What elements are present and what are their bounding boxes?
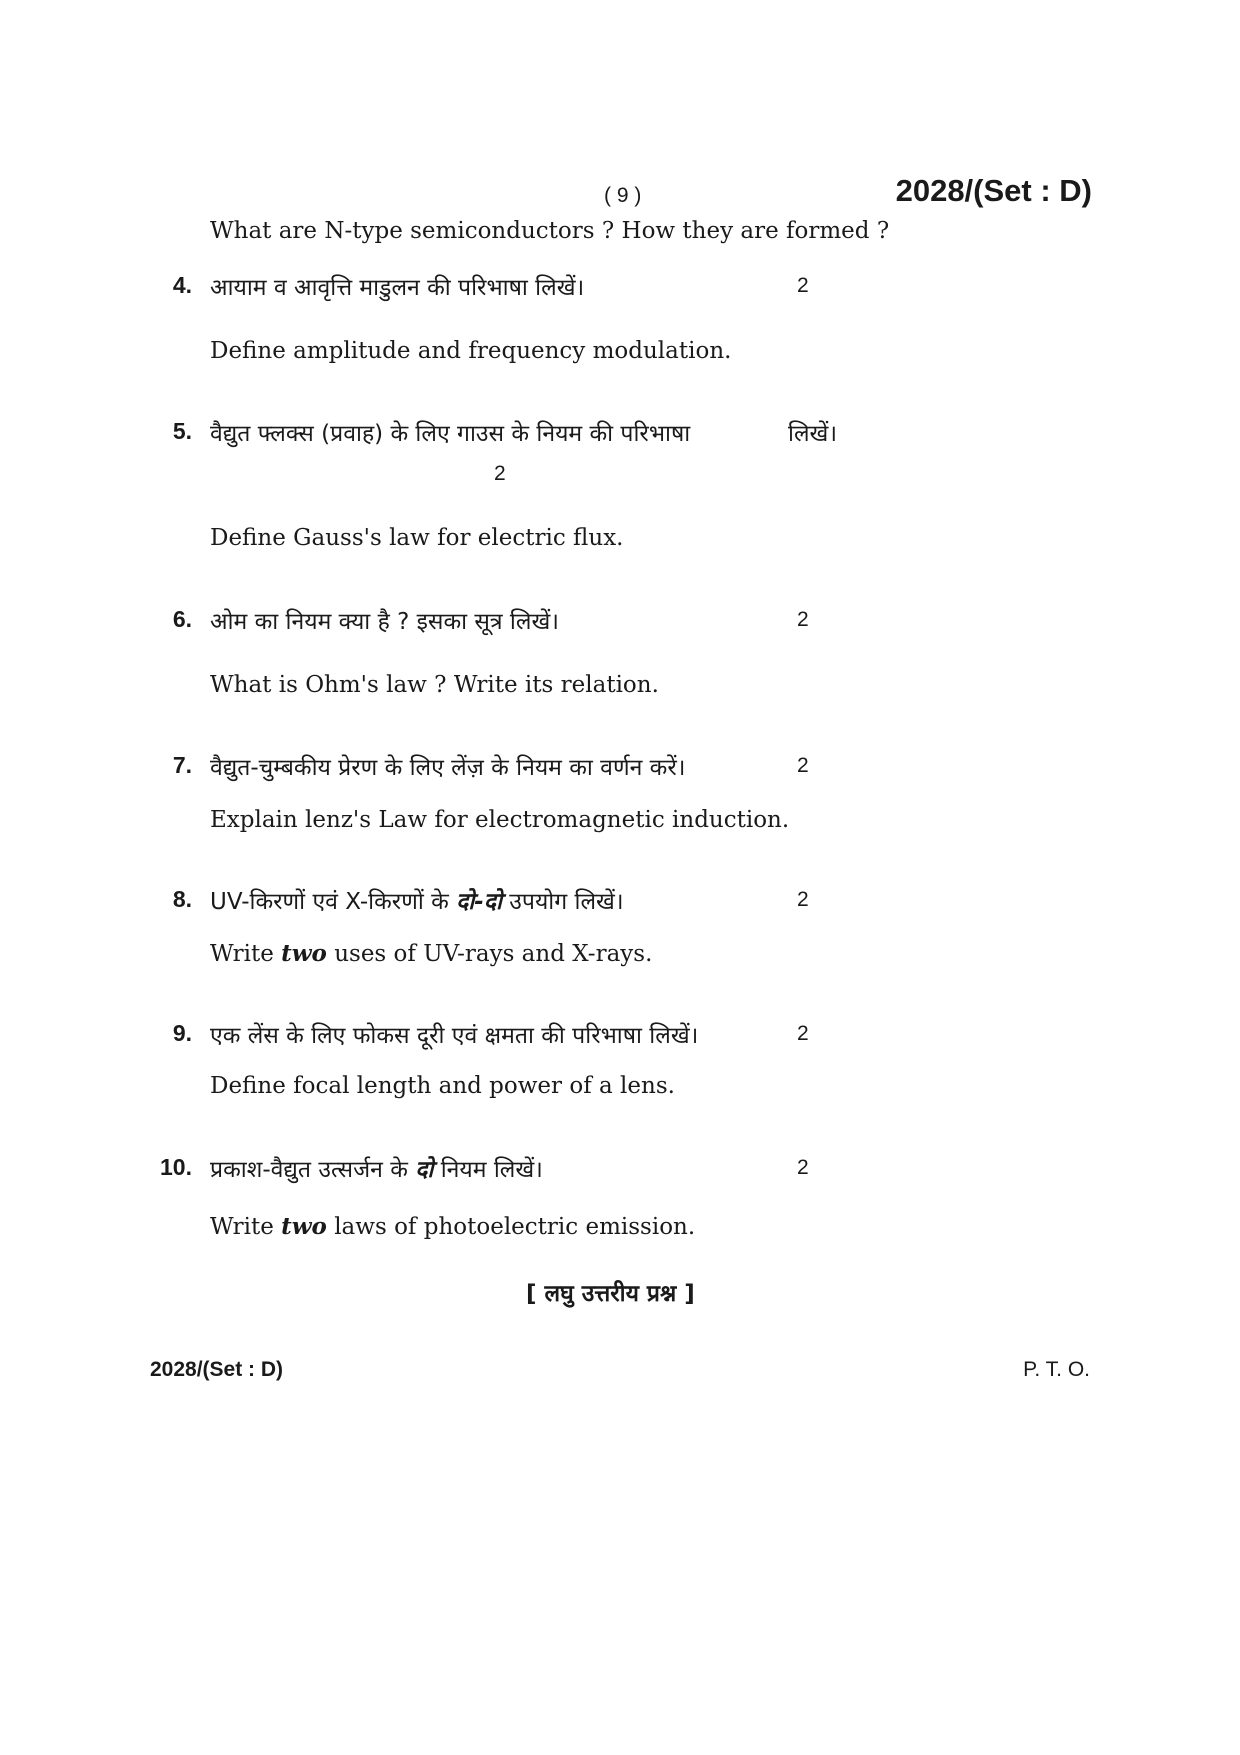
question-8-english-emph: two xyxy=(281,940,327,967)
question-7-hindi: वैद्युत-चुम्बकीय प्रेरण के लिए लेंज़ के नियम का वर्णन करें। xyxy=(210,755,686,781)
question-9-marks: 2 xyxy=(797,1022,809,1045)
q3-english-text: What are N-type semiconductors ? How they are formed ? xyxy=(210,218,890,244)
question-6-hindi: ओम का नियम क्या है ? इसका सूत्र लिखें। xyxy=(210,609,560,635)
question-number-6: 6. xyxy=(172,606,192,632)
question-10-english-pre: Write xyxy=(210,1214,274,1240)
question-9-english: Define focal length and power of a lens. xyxy=(210,1073,675,1099)
question-8-marks: 2 xyxy=(797,888,809,911)
question-8-hindi-emph: दो-दो xyxy=(456,889,502,915)
question-9-hindi: एक लेंस के लिए फोकस दूरी एवं क्षमता की परिभाषा लिखें। xyxy=(210,1023,699,1049)
question-10-hindi-pre: प्रकाश-वैद्युत उत्सर्जन के xyxy=(210,1157,408,1183)
question-7-marks: 2 xyxy=(797,754,809,777)
question-5-hindi-end: लिखें। xyxy=(788,421,838,447)
question-4-marks: 2 xyxy=(797,274,809,297)
question-10-english-emph: two xyxy=(281,1213,327,1240)
page-number: ( 9 ) xyxy=(604,184,642,207)
question-4-english: Define amplitude and frequency modulation. xyxy=(210,338,732,364)
question-5-marks: 2 xyxy=(494,462,506,485)
question-10-hindi xyxy=(210,1152,543,1184)
question-8-english-pre: Write xyxy=(210,941,274,967)
question-10-hindi-post: नियम लिखें। xyxy=(440,1157,543,1183)
question-10-hindi-emph: दो xyxy=(415,1157,434,1183)
question-7-english: Explain lenz's Law for electromagnetic induction. xyxy=(210,807,790,833)
section-heading: [ लघु उत्तरीय प्रश्न ] xyxy=(526,1281,695,1307)
question-number-9: 9. xyxy=(172,1020,192,1046)
question-8-hindi xyxy=(210,884,624,916)
question-8-english xyxy=(210,940,652,967)
question-5-english: Define Gauss's law for electric flux. xyxy=(210,525,624,551)
question-number-8: 8. xyxy=(172,886,192,912)
question-number-10: 10. xyxy=(160,1154,192,1180)
set-code-footer: 2028/(Set : D) xyxy=(150,1358,284,1381)
question-10-english xyxy=(210,1213,695,1240)
question-10-marks: 2 xyxy=(797,1156,809,1179)
question-8-english-post: uses of UV-rays and X-rays. xyxy=(334,941,653,967)
set-code-header: 2028/(Set : D) xyxy=(895,173,1092,208)
question-number-7: 7. xyxy=(172,752,192,778)
question-5-hindi: वैद्युत फ्लक्स (प्रवाह) के लिए गाउस के नियम की परिभाषा xyxy=(210,421,691,447)
question-6-marks: 2 xyxy=(797,608,809,631)
question-10-english-post: laws of photoelectric emission. xyxy=(334,1214,696,1240)
question-6-english: What is Ohm's law ? Write its relation. xyxy=(210,672,659,698)
pto-label: P. T. O. xyxy=(1023,1358,1090,1381)
question-4-hindi: आयाम व आवृत्ति माडुलन की परिभाषा लिखें। xyxy=(210,275,585,301)
question-8-hindi-post: उपयोग लिखें। xyxy=(509,889,624,915)
question-8-hindi-pre: UV-किरणों एवं X-किरणों के xyxy=(210,889,449,915)
question-number-5: 5. xyxy=(172,418,192,444)
question-number-4: 4. xyxy=(172,272,192,298)
